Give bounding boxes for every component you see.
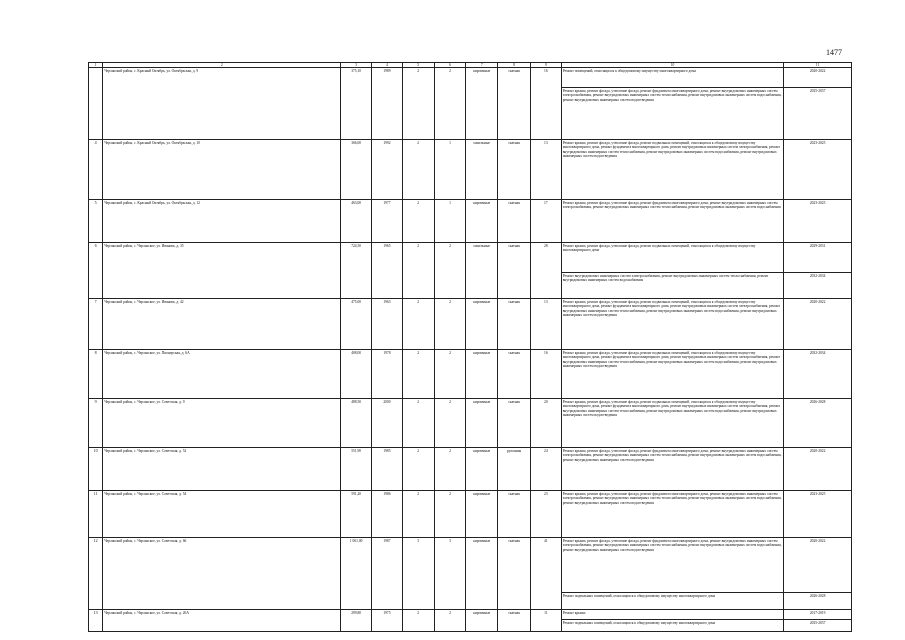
repair-works: Ремонт подвальных помещений, относящихся к общедомовому имуществу многоквартирного дома	[561, 593, 784, 610]
entrances-count: 2	[434, 299, 466, 350]
house-address: Черлакский район, с. Черлакское, ул. Советская, д. 9	[103, 399, 341, 448]
repair-works: Ремонт помещений, относящихся к общедомовому имуществу многоквартирного дома	[561, 68, 784, 88]
repair-works: Ремонт крыши, ремонт фасада, утепление фасада, ремонт подвальных помещений, относящихся к общедомовому имуществу многоквартирного дома, ремонт фундамента многоквартирного дома, ремонт внутридомовых инженерных систем электроснабжения, ремонт внутридомовых инженерных систем теплоснабжения, ремонт внутридомовых инженерных систем водоснабжения, ремонт внутридомовых инженерных систем водоотведения	[561, 399, 784, 448]
entrances-count: 1	[434, 140, 466, 200]
row-index: 10	[89, 448, 103, 491]
roof-type: скатная	[498, 68, 531, 140]
table-body	[89, 68, 852, 632]
total-area: 475,00	[341, 299, 372, 350]
column-header: 4	[372, 63, 403, 68]
entrances-count: 2	[434, 448, 466, 491]
table-row	[89, 243, 852, 273]
wall-material: кирпичные	[466, 610, 498, 632]
repair-works: Ремонт крыши, ремонт фасада, утепление фасада, ремонт фундамента многоквартирного дома, ремонт внутридомовых инженерных систем электроснабжения, ремонт внутридомовых инженерных систем теплоснабжения, ремонт внутридомовых инженерных систем водоснабжения, ремонт внутридомовых инженерных систем водоотведения	[561, 491, 784, 538]
repair-period: 2026-2028	[784, 399, 852, 448]
repair-period: 2032-2034	[784, 350, 852, 399]
year-built: 1963	[372, 299, 403, 350]
table-row	[89, 448, 852, 491]
table-row	[89, 200, 852, 243]
floors-count: 2	[402, 200, 434, 243]
house-address: Черлакский район, с. Черлакское, ул. Советская, д. 26А	[103, 610, 341, 632]
total-area: 408,00	[341, 350, 372, 399]
entrances-count: 2	[434, 243, 466, 299]
table-row	[89, 399, 852, 448]
row-index: 7	[89, 299, 103, 350]
row-index	[89, 68, 103, 140]
wall-material: кирпичные	[466, 491, 498, 538]
roof-type: скатная	[498, 299, 531, 350]
apartments-count: 17	[530, 200, 561, 243]
floors-count: 2	[402, 299, 434, 350]
roof-type: скатная	[498, 350, 531, 399]
row-index: 13	[89, 610, 103, 632]
total-area: 299,80	[341, 610, 372, 632]
table-row	[89, 350, 852, 399]
house-address: Черлакский район, с. Красный Октябрь, ул. Октябрьская, д. 10	[103, 140, 341, 200]
apartments-count: 41	[530, 538, 561, 610]
repair-period: 2029-2031	[784, 243, 852, 273]
year-built: 1989	[372, 68, 403, 140]
total-area: 551,90	[341, 448, 372, 491]
roof-type: скатная	[498, 610, 531, 632]
row-index: 8	[89, 350, 103, 399]
year-built: 1965	[372, 243, 403, 299]
entrances-count: 2	[434, 399, 466, 448]
year-built: 1985	[372, 448, 403, 491]
year-built: 1986	[372, 491, 403, 538]
repair-period: 2035-2037	[784, 620, 852, 632]
repair-period: 2020-2022	[784, 448, 852, 491]
table-row	[89, 491, 852, 538]
repair-works: Ремонт крыши, ремонт фасада, утепление фасада, ремонт фундамента многоквартирного дома, ремонт внутридомовых инженерных систем электроснабжения, ремонт внутридомовых инженерных систем теплоснабжения, ремонт внутридомовых инженерных систем водоснабжения, ремонт внутридомовых инженерных систем водоотведения	[561, 538, 784, 593]
total-area: 366,00	[341, 140, 372, 200]
year-built: 2000	[372, 399, 403, 448]
wall-material: панельные	[466, 140, 498, 200]
apartments-count: 11	[530, 610, 561, 632]
apartments-count: 13	[530, 140, 561, 200]
wall-material: кирпичные	[466, 68, 498, 140]
repair-period: 2023-2025	[784, 200, 852, 243]
capital-repair-table	[88, 62, 852, 632]
floors-count: 2	[402, 448, 434, 491]
repair-works: Ремонт крыши, ремонт фасада, утепление фасада, ремонт подвальных помещений, относящихся к общедомовому имуществу многоквартирного дома, ремонт фундамента многоквартирного дома, ремонт внутридомовых инженерных систем электроснабжения, ремонт внутридомовых инженерных систем теплоснабжения, ремонт внутридомовых инженерных систем водоснабжения, ремонт внутридомовых инженерных систем водоотведения	[561, 140, 784, 200]
repair-works: Ремонт крыши, ремонт фасада, утепление фасада, ремонт подвальных помещений, относящихся к общедомовому имуществу многоквартирного дома, ремонт фундамента многоквартирного дома, ремонт внутридомовых инженерных систем электроснабжения, ремонт внутридомовых инженерных систем теплоснабжения, ремонт внутридомовых инженерных систем водоснабжения, ремонт внутридомовых инженерных систем водоотведения	[561, 299, 784, 350]
repair-period: 2023-2025	[784, 491, 852, 538]
row-index: 12	[89, 538, 103, 610]
repair-period: 2020-2022	[784, 538, 852, 593]
floors-count: 2	[402, 350, 434, 399]
repair-period: 2035-2037	[784, 88, 852, 140]
roof-type: скатная	[498, 491, 531, 538]
column-header: 10	[561, 63, 784, 68]
house-address: Черлакский район, с. Черлакское, ул. Пионерская, д. 6А	[103, 350, 341, 399]
table-row	[89, 538, 852, 593]
wall-material: кирпичные	[466, 350, 498, 399]
house-address: Черлакский район, с. Красный Октябрь, ул. Октябрьская, д. 9	[103, 68, 341, 140]
apartments-count: 16	[530, 350, 561, 399]
repair-period: 2020-2022	[784, 299, 852, 350]
row-index: 11	[89, 491, 103, 538]
repair-period: 2020-2022	[784, 68, 852, 88]
year-built: 1977	[372, 200, 403, 243]
row-index: 4	[89, 140, 103, 200]
roof-type: скатная	[498, 538, 531, 610]
apartments-count: 13	[530, 299, 561, 350]
roof-type: рулонная	[498, 448, 531, 491]
apartments-count: 23	[530, 491, 561, 538]
house-address: Черлакский район, с. Черлакское, ул. Иванова, д. 42	[103, 299, 341, 350]
total-area: 488,50	[341, 399, 372, 448]
floors-count: 2	[402, 399, 434, 448]
floors-count: 2	[402, 68, 434, 140]
total-area: 463,00	[341, 200, 372, 243]
year-built: 1978	[372, 350, 403, 399]
floors-count: 2	[402, 491, 434, 538]
floors-count: 3	[402, 538, 434, 610]
repair-works: Ремонт крыши	[561, 610, 784, 620]
repair-period: 2026-2028	[784, 593, 852, 610]
repair-works: Ремонт крыши, ремонт фасада, утепление фасада, ремонт фундамента многоквартирного дома, ремонт внутридомовых инженерных систем электроснабжения, ремонт внутридомовых инженерных систем теплоснабжения, ремонт внутридомовых инженерных систем водоснабжения, ремонт внутридомовых инженерных систем водоотведения	[561, 88, 784, 140]
house-address: Черлакский район, с. Черлакское, ул. Советская, д. 52	[103, 448, 341, 491]
apartments-count: 28	[530, 243, 561, 299]
column-header: 7	[466, 63, 498, 68]
repair-works: Ремонт крыши, ремонт фасада, утепление фасада, ремонт фундамента многоквартирного дома, ремонт внутридомовых инженерных систем электроснабжения, ремонт внутридомовых инженерных систем теплоснабжения, ремонт внутридомовых инженерных систем водоснабжения	[561, 200, 784, 243]
repair-period: 2017-2019	[784, 610, 852, 620]
repair-works: Ремонт крыши, ремонт фасада, утепление фасада, ремонт фундамента многоквартирного дома, ремонт внутридомовых инженерных систем электроснабжения, ремонт внутридомовых инженерных систем теплоснабжения, ремонт внутридомовых инженерных систем водоснабжения, ремонт внутридомовых инженерных систем водоотведения	[561, 448, 784, 491]
floors-count: 2	[402, 140, 434, 200]
total-area: 591,20	[341, 491, 372, 538]
repair-period: 2023-2025	[784, 140, 852, 200]
floors-count: 2	[402, 610, 434, 632]
roof-type: скатная	[498, 399, 531, 448]
entrances-count: 2	[434, 350, 466, 399]
table-row	[89, 68, 852, 88]
repair-period: 2032-2034	[784, 273, 852, 299]
apartments-count: 24	[530, 448, 561, 491]
entrances-count: 3	[434, 538, 466, 610]
apartments-count: 16	[530, 68, 561, 140]
column-header: 11	[784, 63, 852, 68]
row-index: 9	[89, 399, 103, 448]
column-header: 3	[341, 63, 372, 68]
house-address: Черлакский район, с. Черлакское, ул. Советская, д. 66	[103, 538, 341, 610]
column-header: 1	[89, 63, 103, 68]
total-area: 724,50	[341, 243, 372, 299]
entrances-count: 2	[434, 610, 466, 632]
year-built: 1992	[372, 140, 403, 200]
year-built: 1975	[372, 610, 403, 632]
table-row	[89, 610, 852, 620]
house-address: Черлакский район, с. Красный Октябрь, ул. Октябрьская, д. 12	[103, 200, 341, 243]
house-address: Черлакский район, с. Черлакское, ул. Советская, д. 54	[103, 491, 341, 538]
total-area: 1 061,00	[341, 538, 372, 610]
entrances-count: 2	[434, 491, 466, 538]
house-address: Черлакский район, с. Черлакское, ул. Иванова, д. 35	[103, 243, 341, 299]
page-number: 1477	[826, 48, 842, 57]
wall-material: кирпичные	[466, 448, 498, 491]
wall-material: панельные	[466, 243, 498, 299]
column-header: 8	[498, 63, 531, 68]
column-header: 5	[402, 63, 434, 68]
row-index: 6	[89, 243, 103, 299]
table-row	[89, 140, 852, 200]
repair-works: Ремонт подвальных помещений, относящихся к общедомовому имуществу многоквартирного дома	[561, 620, 784, 632]
entrances-count: 2	[434, 68, 466, 140]
roof-type: скатная	[498, 243, 531, 299]
wall-material: кирпичные	[466, 200, 498, 243]
roof-type: скатная	[498, 140, 531, 200]
total-area: 375,10	[341, 68, 372, 140]
entrances-count: 1	[434, 200, 466, 243]
repair-works: Ремонт внутридомовых инженерных систем электроснабжения, ремонт внутридомовых инженерных систем теплоснабжения, ремонт внутридомовых инженерных систем водоснабжения	[561, 273, 784, 299]
repair-works: Ремонт крыши, ремонт фасада, утепление фасада, ремонт подвальных помещений, относящихся к общедомовому имуществу многоквартирного дома, ремонт фундамента многоквартирного дома, ремонт внутридомовых инженерных систем электроснабжения, ремонт внутридомовых инженерных систем теплоснабжения, ремонт внутридомовых инженерных систем водоснабжения, ремонт внутридомовых инженерных систем водоотведения	[561, 350, 784, 399]
wall-material: кирпичные	[466, 538, 498, 610]
column-header: 6	[434, 63, 466, 68]
wall-material: кирпичные	[466, 399, 498, 448]
floors-count: 2	[402, 243, 434, 299]
column-header: 9	[530, 63, 561, 68]
column-header: 2	[103, 63, 341, 68]
row-index: 5	[89, 200, 103, 243]
roof-type: скатная	[498, 200, 531, 243]
repair-works: Ремонт крыши, ремонт фасада, утепление фасада, ремонт подвальных помещений, относящихся к общедомовому имуществу многоквартирного дома	[561, 243, 784, 273]
table-row	[89, 299, 852, 350]
wall-material: кирпичные	[466, 299, 498, 350]
apartments-count: 20	[530, 399, 561, 448]
year-built: 1987	[372, 538, 403, 610]
